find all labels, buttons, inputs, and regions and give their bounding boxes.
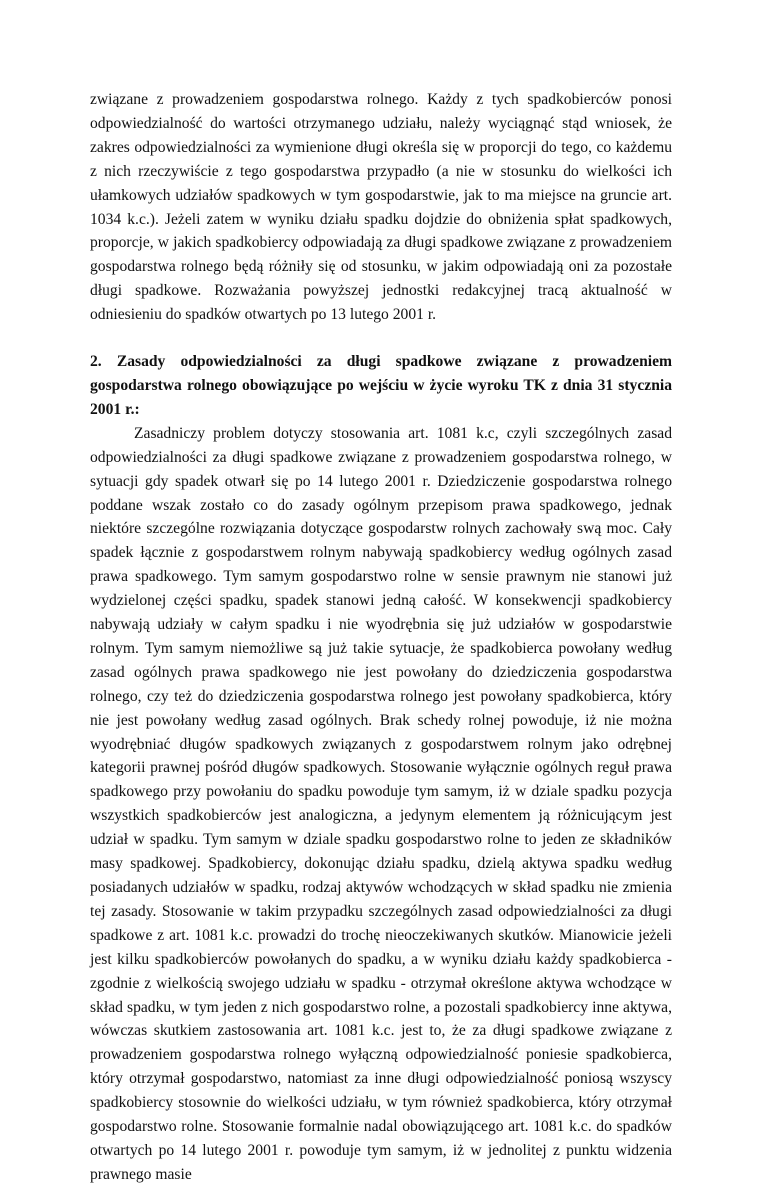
section-heading: 2. Zasady odpowiedzialności za długi spadkowe związane z prowadzeniem gospodarstwa rolnego obowiązujące po wejściu w życie wyroku TK z dnia 31 stycznia 2001 r.:: [90, 353, 672, 418]
paragraph-main: Zasadniczy problem dotyczy stosowania art. 1081 k.c, czyli szczególnych zasad odpowiedzialności za długi spadkowe związane z prowadzeniem gospodarstwa rolnego, w sytuacji gdy spadek otwarł się po 14 lutego 2001 r. Dziedziczenie gospodarstwa rolnego poddane wszak zostało co do zasady ogólnym przepisom prawa spadkowego, jednak niektóre szczególne rozwiązania dotyczące gospodarstw rolnych zachowały swą moc. Cały spadek łącznie z gospodarstwem rolnym nabywają spadkobiercy według ogólnych zasad prawa spadkowego. Tym samym gospodarstwo rolne w sensie prawnym nie stanowi już wydzielonej części spadku, spadek stanowi jedną całość. W konsekwencji spadkobiercy nabywają udziały w całym spadku i nie wyodrębnia się już udziałów w gospodarstwie rolnym. Tym samym niemożliwe są już takie sytuacje, że spadkobierca powołany według zasad ogólnych prawa spadkowego nie jest powołany do dziedziczenia gospodarstwa rolnego, czy też do dziedziczenia gospodarstwa rolnego jest powołany spadkobierca, który nie jest powołany według zasad ogólnych. Brak schedy rolnej powoduje, iż nie można wyodrębniać długów spadkowych związanych z gospodarstwem rolnym jako odrębnej kategorii prawnej pośród długów spadkowych. Stosowanie wyłącznie ogólnych reguł prawa spadkowego przy powołaniu do spadku powoduje tym samym, iż w dziale spadku pozycja wszystkich spadkobierców jest analogiczna, a jedynym elementem ją różnicującym jest udział w spadku. Tym samym w dziale spadku gospodarstwo rolne to jeden ze składników masy spadkowej. Spadkobiercy, dokonując działu spadku, dzielą aktywa spadku według posiadanych udziałów w spadku, rodzaj aktywów wchodzących w skład spadku nie zmienia tej zasady. Stosowanie w takim przypadku szczególnych zasad odpowiedzialności za długi spadkowe z art. 1081 k.c. prowadzi do trochę nieoczekiwanych skutków. Mianowicie jeżeli jest kilku spadkobierców powołanych do spadku, a w wyniku działu każdy spadkobierca - zgodnie z wielkością swojego udziału w spadku - otrzymał określone aktywa wchodzące w skład spadku, w tym jeden z nich gospodarstwo rolne, a pozostali spadkobiercy inne aktywa, wówczas skutkiem zastosowania art. 1081 k.c. jest to, że za długi spadkowe związane z prowadzeniem gospodarstwa rolnego wyłączną odpowiedzialność poniesie spadkobierca, który otrzymał gospodarstwo, natomiast za inne długi odpowiedzialność poniosą wszyscy spadkobiercy stosownie do wielkości udziału, w tym również spadkobierca, który otrzymał gospodarstwo rolne. Stosowanie formalnie nadal obowiązującego art. 1081 k.c. do spadków otwartych po 14 lutego 2001 r. powoduje tym samym, iż w jednolitej z punktu widzenia prawnego masie: [90, 424, 672, 1183]
document-page: [90, 88, 672, 1187]
paragraph-continuation: związane z prowadzeniem gospodarstwa rolnego. Każdy z tych spadkobierców ponosi odpowiedzialność do wartości otrzymanego udziału, należy wyciągnąć stąd wniosek, że zakres odpowiedzialności za wymienione długi określa się w proporcji do tego, co każdemu z nich rzeczywiście z tego gospodarstwa przypadło (a nie w stosunku do wielkości ich ułamkowych udziałów spadkowych w tym gospodarstwie, jak to ma miejsce na gruncie art. 1034 k.c.). Jeżeli zatem w wyniku działu spadku dojdzie do obniżenia spłat spadkowych, proporcje, w jakich spadkobiercy odpowiadają za długi spadkowe związane z prowadzeniem gospodarstwa rolnego będą różniły się od stosunku, w jakim odpowiadają oni za pozostałe długi spadkowe. Rozważania powyższej jednostki redakcyjnej tracą aktualność w odniesieniu do spadków otwartych po 13 lutego 2001 r.: [90, 91, 672, 324]
